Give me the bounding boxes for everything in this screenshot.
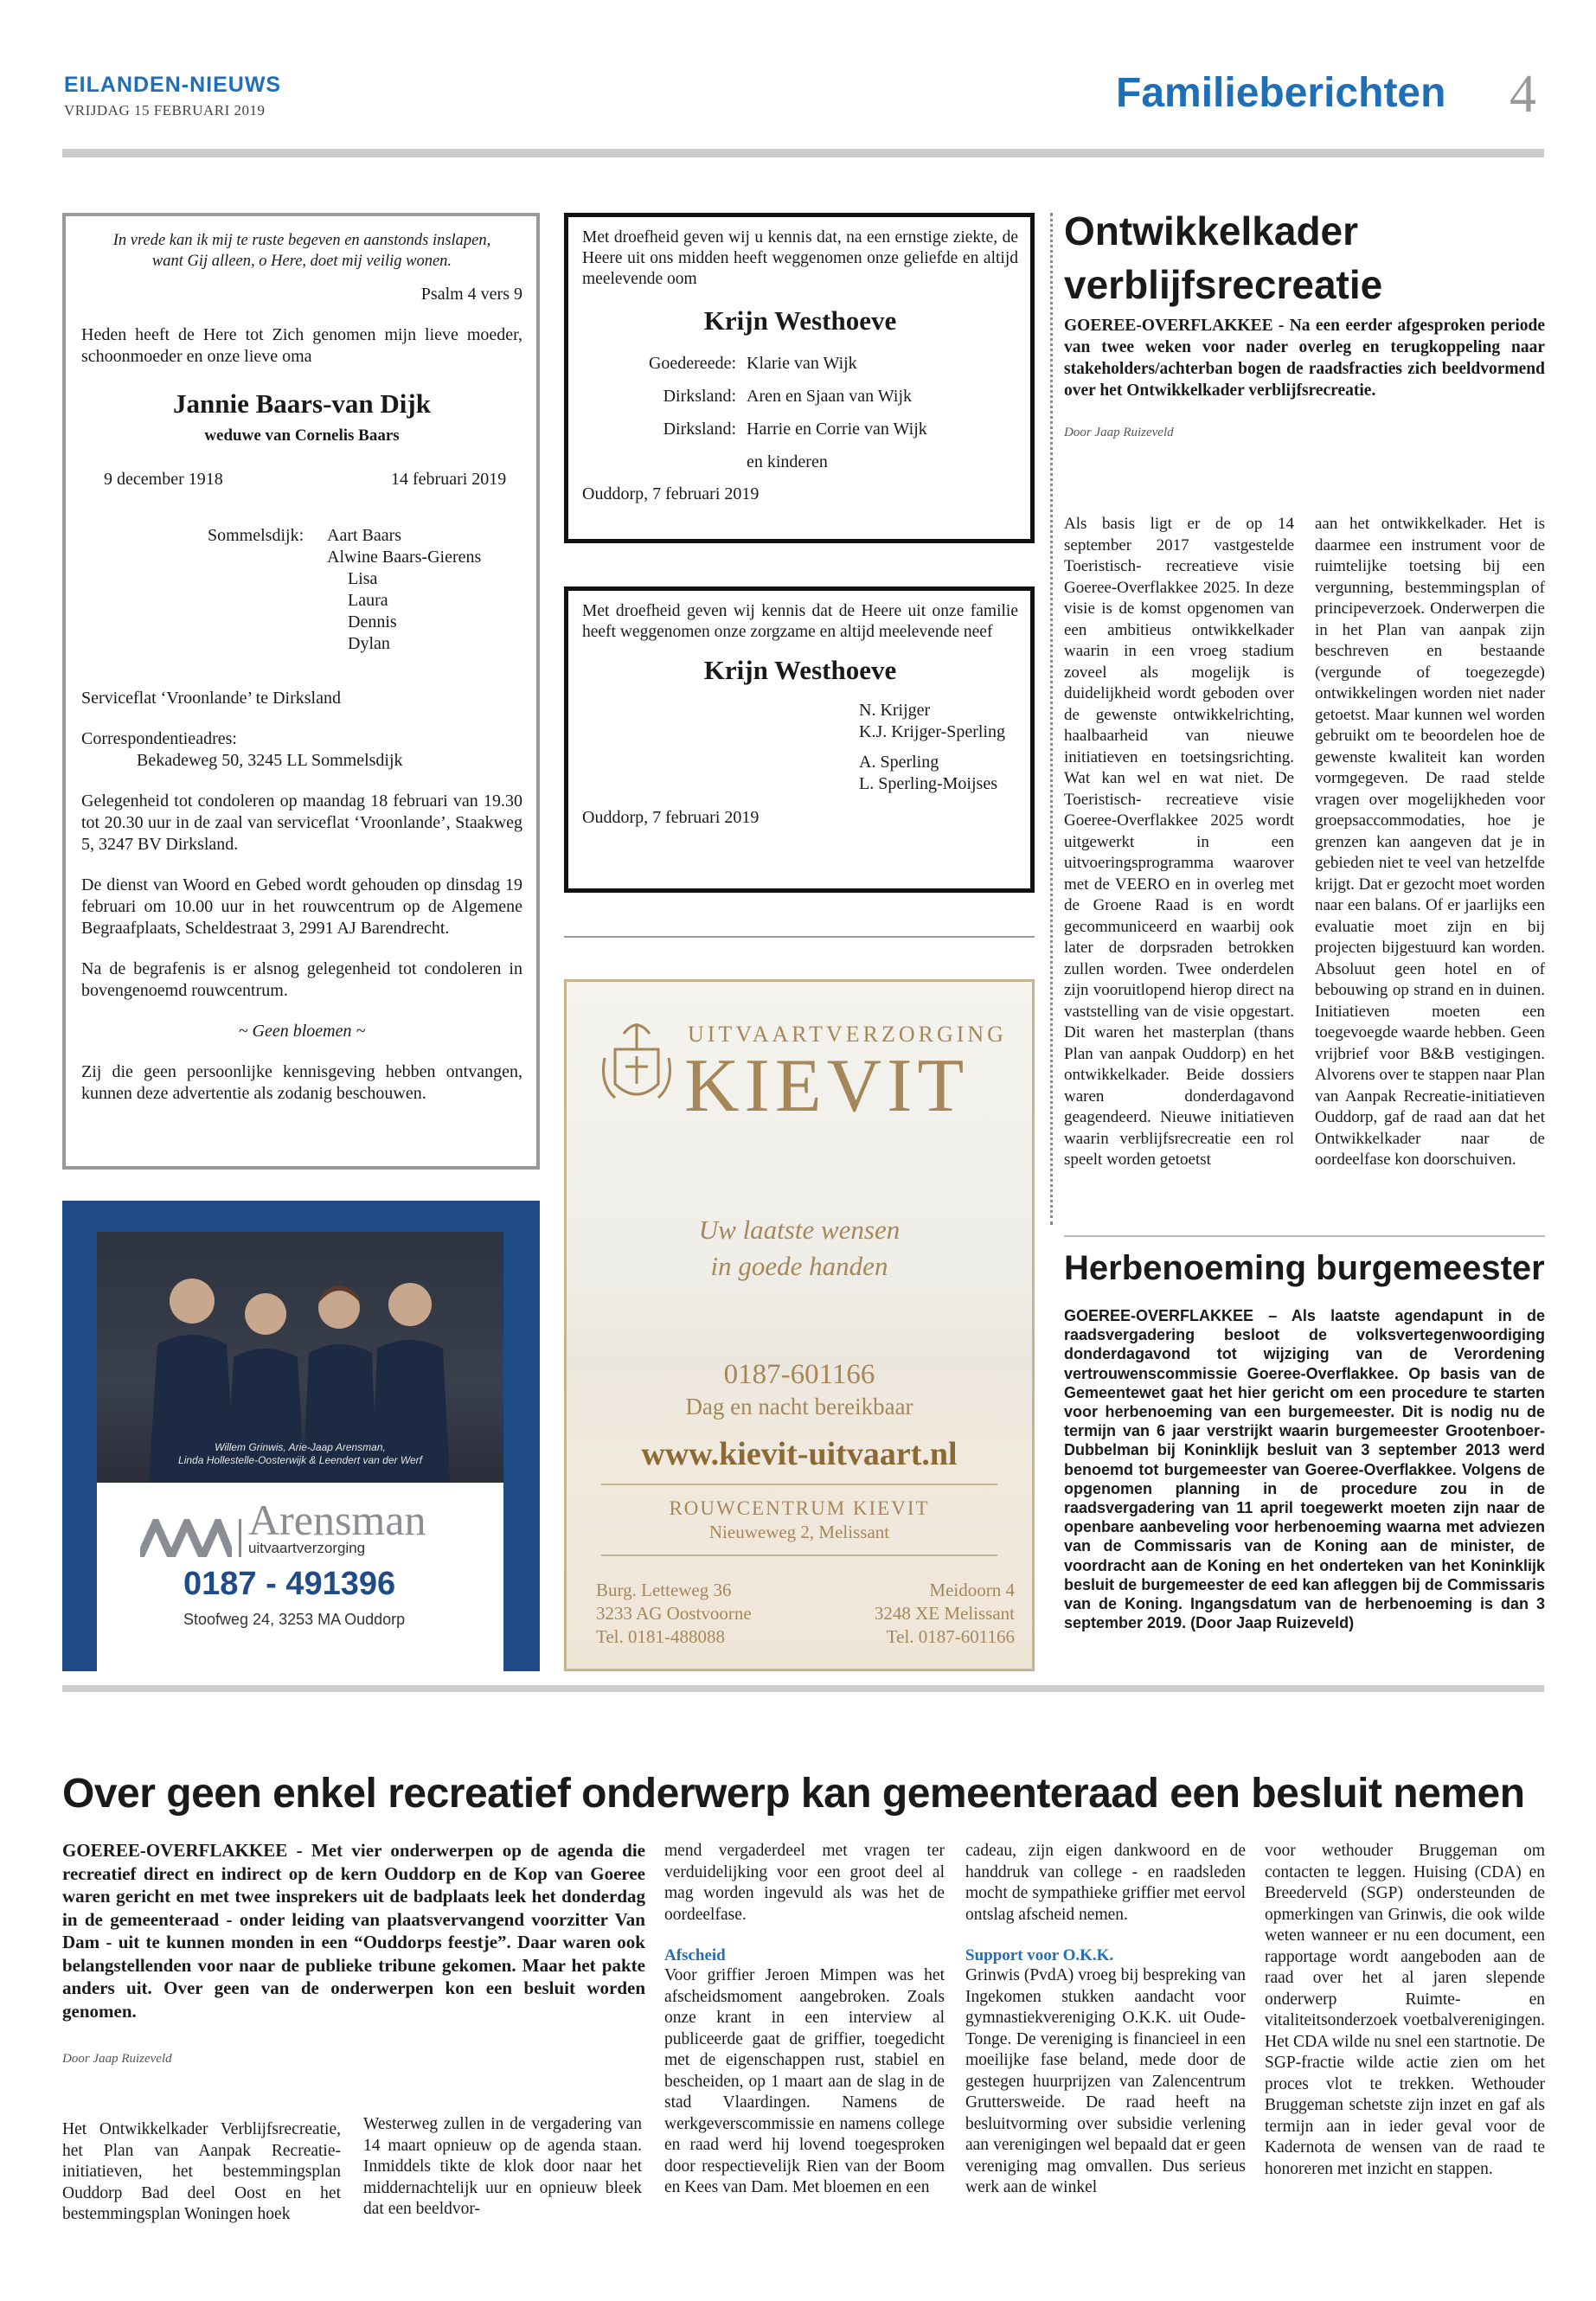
quote-line-1: In vrede kan ik mij te ruste begeven en aanstonds inslapen,: [112, 232, 491, 249]
obituary-baars: [62, 213, 540, 1170]
relative-names: Harrie en Corrie van Wijk: [747, 420, 927, 439]
relative-names: K.J. Krijger-Sperling: [859, 722, 1006, 741]
deceased-name: Krijn Westhoeve: [703, 655, 897, 685]
quote-reference: Psalm 4 vers 9: [420, 285, 522, 304]
article-title: Herbenoeming burgemeester: [1064, 1249, 1545, 1287]
closing-note: Zij die geen persoonlijke kennisgeving hebben ontvangen, kunnen deze advertentie als zodanig beschouwen.: [81, 1062, 522, 1103]
correspondence-label: Correspondentieadres:: [81, 729, 237, 748]
article-body: GOEREE-OVERFLAKKEE – Als laatste agendapunt in de raadsvergadering besloot de volksvertegenwoordiging donderdagavond tot wijziging van de Verordening vertrouwenscommissie Goeree-Overflakkee. Op basis van de Gemeentewet gaat het hier gericht om een procedure te starten voor herbenoeming van een burgemeester. Dit is nodig nu de termijn van 6 jaar verstrijkt waarin burgemeester Grootenboer- Dubbelman bij Koninklijk besluit van 3 september 2013 werd benoemd tot burgemeester van Goeree-Overflakkee. Volgens de opgenomen planning in de procedure zou in de raadsvergadering van 11 april toegewerkt moeten zijn naar de openbare aanbeveling voor herbenoeming waarna met adviezen van de Commissaris van de Koning aan de minister, de voordracht aan de Koning en het onderteken van het Koninklijk besluit de burgemeester de eed kan afleggen bij de Commissaris van de Koning. Ingangsdatum van de herbenoeming is dan 3 september 2019. (Door Jaap Ruizeveld): [1064, 1307, 1545, 1632]
birth-date: 9 december 1918: [104, 470, 223, 489]
article-subhead: Afscheid: [664, 1946, 726, 1965]
article-column-1: Als basis ligt er de op 14 september 2017 vastgestelde Toeristisch- recreatieve visie Goeree-Overflakkee 2025. In deze visie is de komst opgenomen van een ambitieus ontwikkelkader waarin in een vroeg stadium zoveel als mogelijk is duidelijkheid wordt geboden over de gewenste ontwikkelrichting, haalbaarheid van nieuwe initiatieven en toetsingsrichting. Wat kan wel en wat niet. De Toeristisch- recreatieve visie Goeree-Overflakkee 2025 wordt uitgewerkt in een uitvoeringsprogramma waarover met de VEERO en in overleg met de Groene Raad is en wordt gecommuniceerd en waarbij ook later de dorpsraden betrokken zullen worden. Twee onderdelen zijn vooruitlopend hierop direct na vaststelling van de visie opgestart. Dit waren het masterplan (thans Plan van aanpak Ouddorp) en het ontwikkelkader. Beide dossiers waren donderdagavond geagendeerd. Nieuwe initiatieven waarin verblijfsrecreatie een rol speelt worden getoetst: [1064, 515, 1294, 1169]
section-divider: [62, 1685, 1544, 1692]
kievit-url[interactable]: www.kievit-uitvaart.nl: [641, 1436, 958, 1472]
kievit-right-address: Tel. 0187-601166: [886, 1626, 1015, 1647]
staff-photo: [97, 1232, 503, 1483]
place-date: Ouddorp, 7 februari 2019: [582, 484, 760, 503]
relative-names: en kinderen: [747, 452, 828, 471]
article-lead: GOEREE-OVERFLAKKEE - Na een eerder afgesproken periode van twee weken voor nader overleg en terugkoppeling naar stakeholders/achterban bogen de raadsfracties zich beeldvormend over het Ontwikkelkader verblijfsrecreatie.: [1064, 317, 1545, 400]
kievit-phone-note: Dag en nacht bereikbaar: [685, 1394, 913, 1420]
article-column-2: Westerweg zullen in de vergadering van 14 maart opnieuw op de agenda staan. Inmiddels tikte de klok door naar het middernachtelijk uur en opnieuw bleek dat een beeldvor-: [363, 2115, 642, 2218]
arensman-logo-icon: [140, 1519, 232, 1557]
relative-names: L. Sperling-Moijses: [859, 774, 997, 793]
family-member: Alwine Baars-Gierens: [327, 548, 482, 567]
article-lead: GOEREE-OVERFLAKKEE - Met vier onderwerpen op de agenda die recreatief direct en indirect op de kern Ouddorp en de Kop van Goeree waren gericht en met twee insprekers uit de badplaats leek het donderdag in de gemeenteraad - onder leiding van plaatsvervangend voorzitter Van Dam - uit te kunnen monden in een “Ouddorps feestje”. Daar waren ook belangstellenden voor naar de publieke tribune gekomen. Maar het pakte anders uit. Over geen van de onderwerpen kon een besluit worden genomen.: [62, 1840, 645, 2022]
arensman-address: Stoofweg 24, 3253 MA Ouddorp: [183, 1611, 406, 1628]
arensman-phone: 0187 - 491396: [183, 1566, 396, 1602]
place-date: Ouddorp, 7 februari 2019: [582, 808, 760, 827]
arensman-brand: Arensman: [248, 1496, 426, 1544]
family-member: Aart Baars: [327, 526, 402, 545]
quote-line-2: want Gij alleen, o Here, doet mij veilig wonen.: [151, 253, 452, 270]
kievit-left-address: 3233 AG Oostvoorne: [596, 1603, 752, 1624]
relative-names: Aren en Sjaan van Wijk: [747, 387, 912, 406]
kievit-centre-address: Nieuweweg 2, Melissant: [708, 1522, 890, 1542]
article-title: Ontwikkelkader verblijfsrecreatie: [1064, 208, 1383, 307]
kievit-left-address: Tel. 0181-488088: [596, 1626, 726, 1647]
kievit-brand: KIEVIT: [684, 1044, 970, 1128]
relative-names: A. Sperling: [859, 753, 939, 772]
article-column-4b: Grinwis (PvdA) vroeg bij bespreking van Ingekomen stukken aandacht voor gymnastiekvereniging O.K.K. uit Oude-Tonge. De vereniging is financieel in een moeilijke fase beland, mede door de gestegen huurprijzen van Zalencentrum Gruttersweide. De raad heeft na besluitvorming over subsidie verlening aan verenigingen wel bepaald dat er geen vereniging mag omvallen. Dus serieus werk aan de winkel: [965, 1966, 1246, 2196]
service-info: De dienst van Woord en Gebed wordt gehouden op dinsdag 19 februari om 10.00 uur in het rouwcentrum op de Algemene Begraafplaats, Scheldestraat 3, 2991 AJ Barendrecht.: [81, 875, 522, 938]
relative-place: Goedereede:: [648, 354, 736, 373]
obituary-intro: Heden heeft de Here tot Zich genomen mijn lieve moeder, schoonmoeder en onze lieve oma: [81, 325, 522, 366]
column-rule: [1050, 213, 1053, 1225]
issue-date: VRIJDAG 15 FEBRUARI 2019: [64, 102, 266, 119]
section-title: Familieberichten: [1116, 70, 1446, 116]
kievit-divider: [601, 1554, 997, 1556]
relative-place: Dirksland:: [663, 420, 736, 439]
deceased-name: Jannie Baars-van Dijk: [173, 388, 431, 419]
kievit-slogan-1: Uw laatste wensen: [698, 1215, 901, 1245]
article-column-4a: cadeau, zijn eigen dankwoord en de handdruk van college - en raadsleden mocht de sympathieke griffier met eervol ontslag afscheid nemen.: [965, 1842, 1246, 1924]
ad-arensman: [62, 1201, 540, 1671]
article-column-3a: mend vergaderdeel met vragen ter verduidelijking voor een groot deel al mag worden ingevuld als was het de oordeelfase.: [664, 1842, 945, 1924]
ad-kievit: [564, 979, 1035, 1671]
kievit-slogan-2: in goede handen: [710, 1251, 888, 1281]
kievit-top-label: UITVAARTVERZORGING: [688, 1022, 1007, 1047]
article-column-2: aan het ontwikkelkader. Het is daarmee een instrument voor de ruimtelijke toetsing bij een vergunning, bestemmingsplan of principeverzoek. Onderwerpen die in het Plan van aanpak zijn beschreven en bestaande (vergunde of toegezegde) ontwikkelingen worden niet nader getoetst. Maar kunnen wel worden gebruikt om te beoordelen hoe de gewenste kwaliteit kan worden vormgegeven. De raad stelde vragen over mogelijkheden voor groepsaccommodaties, hoe je grenzen kan aangeven dat je in gebieden niet te veel van hetzelfde krijgt. Dat er gezocht moet worden naar een balans. Of er jaarlijks een evaluatie moet zijn en bij projecten bijgestuurd kan worden. Absoluut geen hotel en of bebouwing op strand en in duinen. Initiatieven moeten een toegevoegde waarde hebben. Geen vrijbrief voor B&B vestigingen. Alvorens over te stappen naar Plan van Aanpak Recreatie-initiatieven Ouddorp, gaf de raad aan dat het Ontwikkelkader naar de oordeelfase kon doorschuiven.: [1315, 515, 1545, 1169]
article-byline: Door Jaap Ruizeveld: [1064, 426, 1174, 439]
family-list: [327, 525, 481, 655]
obituary-intro: Met droefheid geven wij kennis dat de Heere uit onze familie heeft weggenomen onze zorgzame en altijd meelevende neef: [582, 602, 1018, 641]
article-byline: Door Jaap Ruizeveld: [62, 2052, 172, 2066]
top-divider: [62, 149, 1544, 157]
condolence-info: Gelegenheid tot condoleren op maandag 18 februari van 19.30 tot 20.30 uur in de zaal van serviceflat ‘Vroonlande’, Staakweg 5, 3247 BV Dirksland.: [81, 792, 522, 854]
correspondence-address: Bekadeweg 50, 3245 LL Sommelsdijk: [137, 751, 403, 770]
family-member: Laura: [348, 591, 388, 610]
death-date: 14 februari 2019: [391, 470, 507, 489]
arensman-brand-sub: uitvaartverzorging: [248, 1540, 366, 1556]
after-burial-info: Na de begrafenis is er alsnog gelegenheid tot condoleren in bovengenoemd rouwcentrum.: [81, 959, 522, 1000]
obituary-westhoeve-1: [564, 213, 1035, 543]
relative-place: Dirksland:: [663, 387, 736, 406]
family-place: Sommelsdijk:: [208, 526, 304, 545]
kievit-right-address: 3248 XE Melissant: [874, 1603, 1015, 1624]
obituary-westhoeve-2: [564, 586, 1035, 893]
page-number: 4: [1509, 65, 1536, 124]
arensman-url[interactable]: www.arensmanuitvaart.nl: [273, 1642, 503, 1663]
article-column-3b: Voor griffier Jeroen Mimpen was het afscheidsmoment aangebroken. Zoals onze krant in een interview al publiceerde gaat de griffier, toegedicht met de eigenschappen rust, stabiel en bescheiden, op 1 maart aan de slag in de stad Vlaardingen. Namens de werkgeverscommissie en namens college en raad werd hij lovend toegesproken door respectievelijk Rien van der Boom en Kees van Dam. Met bloemen en een: [664, 1966, 945, 2196]
deceased-name: Krijn Westhoeve: [703, 305, 897, 336]
photo-caption-line-2: Linda Hollestelle-Oosterwijk & Leendert van der Werf: [178, 1454, 422, 1466]
residence: Serviceflat ‘Vroonlande’ te Dirksland: [81, 689, 341, 708]
family-member: Dennis: [348, 612, 397, 631]
relative-names: N. Krijger: [859, 701, 931, 720]
column-rule: [564, 936, 1035, 938]
masthead: EILANDEN-NIEUWS: [64, 73, 282, 97]
kievit-phone: 0187-601166: [723, 1359, 875, 1390]
family-member: Lisa: [348, 569, 378, 588]
article-divider: [1064, 1235, 1545, 1237]
article-title: Over geen enkel recreatief onderwerp kan gemeenteraad een besluit nemen: [62, 1771, 1525, 1817]
family-member: Dylan: [348, 634, 390, 653]
kievit-centre: ROUWCENTRUM KIEVIT: [669, 1497, 930, 1519]
article-column-5: voor wethouder Bruggeman om contacten te leggen. Huising (CDA) en Breederveld (SGP) ondersteunden de opmerkingen van Grinwis, die ook wilde weten wanneer er nu een document, een rapportage wordt aangeboden aan de raad over het al jaren slepende onderwerp Ruimte- en vitaliteitsonderzoek voetbalverenigingen. Het CDA wilde nu snel een startnotie. De SGP-fractie wilde actie zien om het proces vlot te trekken. Wethouder Bruggeman schetste zijn inzet en gaf als termijn aan in ieder geval voor de Kadernota de wensen van de raad te honoreren met inzicht en stappen.: [1265, 1842, 1545, 2178]
relative-place: [582, 445, 747, 478]
obituary-intro: Met droefheid geven wij u kennis dat, na een ernstige ziekte, de Heere uit ons midden heeft weggenomen onze geliefde en altijd meelevende oom: [582, 228, 1018, 288]
photo-caption-line-1: Willem Grinwis, Arie-Jaap Arensman,: [215, 1441, 386, 1453]
relative-names: Klarie van Wijk: [747, 354, 857, 373]
article-subhead: Support voor O.K.K.: [965, 1946, 1114, 1965]
article-column-1: Het Ontwikkelkader Verblijfsrecreatie, het Plan van Aanpak Recreatie-initiatieven, het bestemmingsplan Ouddorp Bad deel Oost en het bestemmingsplan Woningen hoek: [62, 2120, 341, 2223]
kievit-right-address: Meidoorn 4: [929, 1580, 1015, 1600]
no-flowers: ~ Geen bloemen ~: [238, 1022, 366, 1041]
kievit-left-address: Burg. Letteweg 36: [596, 1580, 732, 1600]
deceased-subtitle: weduwe van Cornelis Baars: [204, 426, 400, 445]
kievit-crest-icon: [598, 1015, 676, 1110]
kievit-divider: [601, 1484, 997, 1485]
